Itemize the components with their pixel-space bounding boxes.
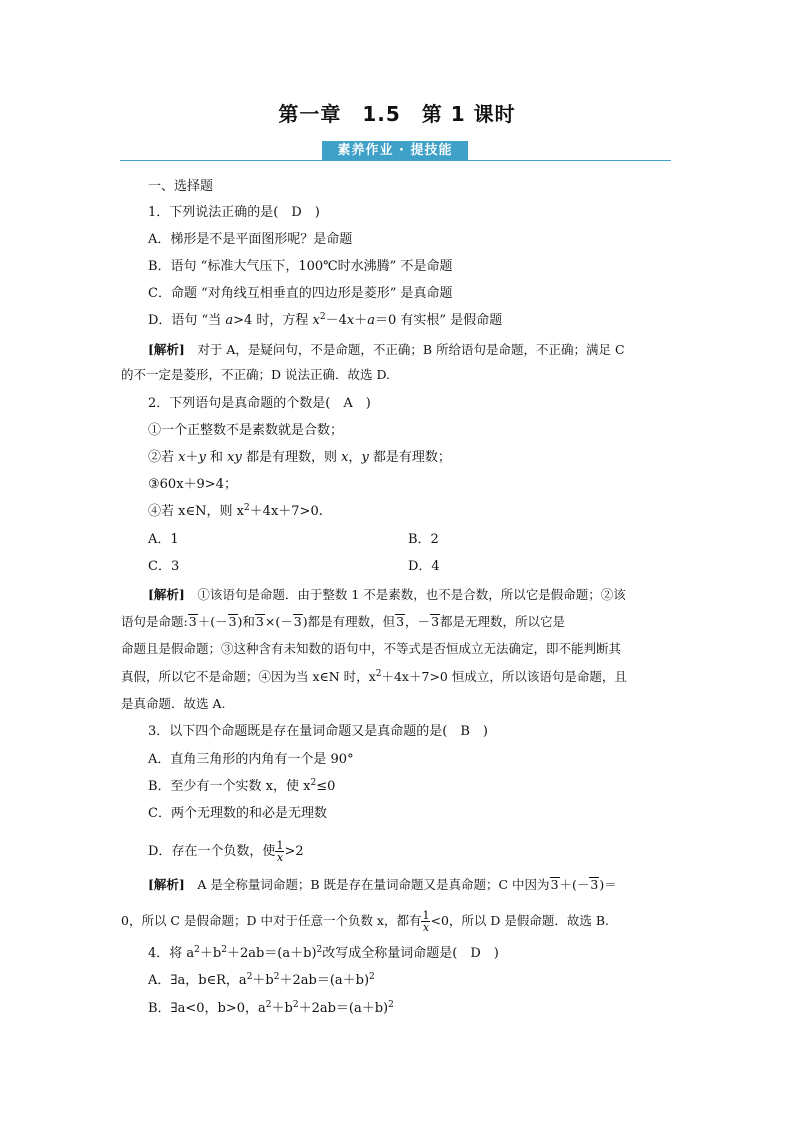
q1-stem: 1．下列说法正确的是( D ) — [148, 205, 320, 220]
q2-solution-line2: 语句是命题:3＋(－3)和3×(－3)都是有理数，但3，－3都是无理数，所以它是 — [121, 614, 566, 629]
q2-option-b: B．2 — [408, 532, 439, 547]
page-title: 第一章 1.5 第 1 课时 — [278, 102, 516, 126]
q3-stem: 3．以下四个命题既是存在量词命题又是真命题的是( B ) — [148, 724, 488, 739]
q1-option-a: A．梯形是不是平面图形呢？是命题 — [148, 232, 353, 247]
q2-statement-4: ④若 x∈N，则 $x^2+4x+7>0$. — [148, 503, 323, 519]
q3-option-a: A．直角三角形的内角有一个是 90° — [148, 752, 354, 767]
q1-option-c: C．命题 “对角线互相垂直的四边形是菱形” 是真命题 — [148, 286, 453, 301]
header-divider — [120, 160, 671, 161]
q3-solution-line1: [解析] A 是全称量词命题；B 既是存在量词命题又是真命题；C 中因为3＋(－3)＝ — [148, 877, 617, 892]
q2-stem: 2．下列语句是真命题的个数是( A ) — [148, 396, 371, 411]
q3-option-b: B．至少有一个实数 x，使 $x^2\le 0$ — [148, 778, 336, 794]
q3-solution-line2: 0，所以 C 是假命题；D 中对于任意一个负数 x，都有 $\frac{1}{x}$ <0，所以 D 是假命题．故选 B. — [121, 909, 610, 934]
q4-stem: 4．将 $a^2+b^2+2ab=(a+b)^2$改写成全称量词命题是( D ) — [148, 945, 499, 961]
q2-option-d: D．4 — [408, 559, 440, 574]
q3-option-d: D．存在一个负数，使 $\frac{1}{x}$ >2 — [148, 839, 304, 864]
q1-option-b: B．语句 “标准大气压下，100℃时水沸腾” 不是命题 — [148, 259, 453, 274]
q2-statement-3: ③60x＋9>4； — [148, 477, 237, 492]
section-heading: 一、选择题 — [148, 179, 214, 194]
q1-solution-line1: [解析] 对于 A，是疑问句，不是命题，不正确；B 所给语句是命题，不正确；满足 C — [148, 342, 625, 357]
q2-statement-1: ①一个正整数不是素数就是合数； — [148, 423, 344, 438]
q2-option-a: A．1 — [148, 532, 179, 547]
q3-option-c: C．两个无理数的和必是无理数 — [148, 806, 327, 821]
q2-solution-line1: [解析] ①该语句是命题．由于整数 1 不是素数，也不是合数，所以它是假命题；②该 — [148, 587, 626, 602]
q2-statement-2: ②若 x＋y 和 xy 都是有理数，则 x，y 都是有理数； — [148, 450, 451, 465]
q4-option-a: A．∃a，b∈R，$a^2+b^2+2ab=(a+b)^2$ — [148, 972, 375, 988]
q4-option-b: B．∃a<0，b>0，$a^2+b^2+2ab=(a+b)^2$ — [148, 1000, 394, 1016]
q1-solution-line2: 的不一定是菱形，不正确；D 说法正确．故选 D. — [121, 367, 391, 382]
q2-solution-line5: 是真命题．故选 A. — [121, 696, 226, 711]
section-badge: 素养作业 · 提技能 — [322, 141, 468, 160]
q2-solution-line3: 命题且是假命题；③这种含有未知数的语句中，不等式是否恒成立无法确定，即不能判断其 — [121, 641, 622, 656]
q1-option-d: D．语句 “当 a>4 时，方程 $x^2-4x+a=0$ 有实根” 是假命题 — [148, 312, 503, 328]
q2-option-c: C．3 — [148, 559, 180, 574]
q2-solution-line4: 真假，所以它不是命题；④因为当 x∈N 时，$x^2+4x+7>0$ 恒成立，所以该语句是命题，且 — [121, 669, 627, 684]
